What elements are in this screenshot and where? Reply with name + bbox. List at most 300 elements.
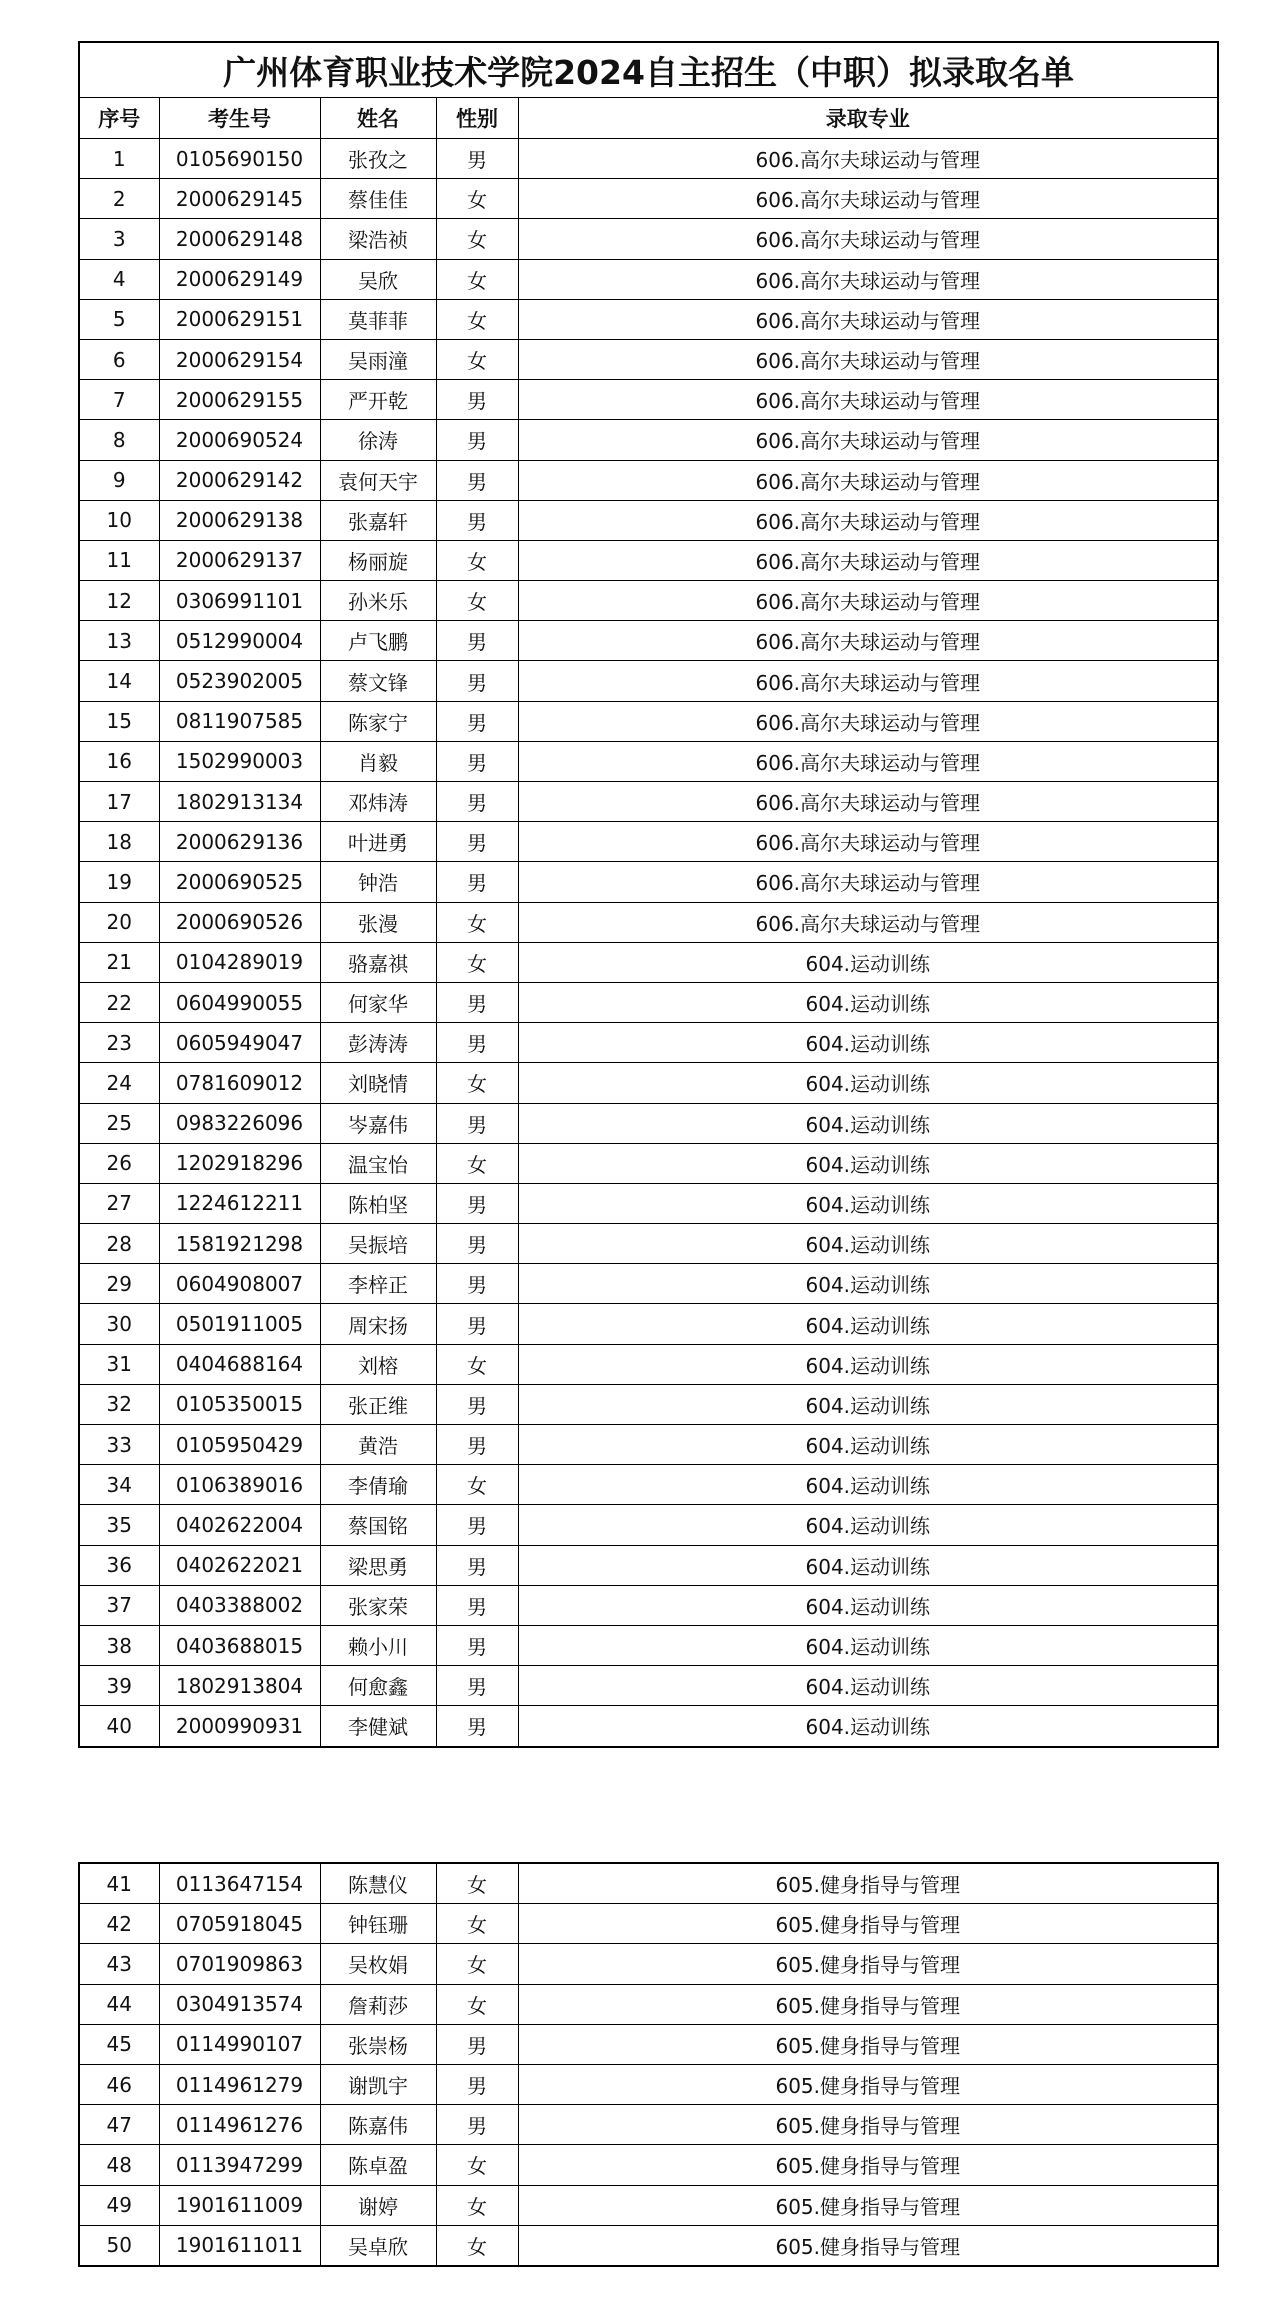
gender-cell: 女: [436, 1063, 518, 1103]
seq-cell: 1: [79, 139, 159, 179]
major-cell: 604.运动训练: [518, 1545, 1218, 1585]
major-cell: 604.运动训练: [518, 1103, 1218, 1143]
header-name: 姓名: [320, 98, 436, 139]
table-body: [79, 1863, 1218, 2266]
name-cell: 梁思勇: [320, 1545, 436, 1585]
major-cell: 606.高尔夫球运动与管理: [518, 139, 1218, 179]
major-cell: 606.高尔夫球运动与管理: [518, 581, 1218, 621]
exam-id-cell: 0306991101: [159, 581, 320, 621]
exam-id-cell: 0604990055: [159, 982, 320, 1022]
table-row: [79, 2064, 1218, 2104]
gender-cell: 女: [436, 1984, 518, 2024]
seq-cell: 16: [79, 741, 159, 781]
major-cell: 606.高尔夫球运动与管理: [518, 219, 1218, 259]
name-cell: 袁何天宇: [320, 460, 436, 500]
gender-cell: 男: [436, 1666, 518, 1706]
major-cell: 604.运动训练: [518, 1625, 1218, 1665]
seq-cell: 3: [79, 219, 159, 259]
name-cell: 岑嘉伟: [320, 1103, 436, 1143]
seq-cell: 22: [79, 982, 159, 1022]
table-row: [79, 1465, 1218, 1505]
major-cell: 606.高尔夫球运动与管理: [518, 259, 1218, 299]
gender-cell: 女: [436, 299, 518, 339]
major-cell: 604.运动训练: [518, 1143, 1218, 1183]
seq-cell: 28: [79, 1224, 159, 1264]
seq-cell: 43: [79, 1944, 159, 1984]
exam-id-cell: 0105350015: [159, 1384, 320, 1424]
gender-cell: 女: [436, 581, 518, 621]
name-cell: 李倩瑜: [320, 1465, 436, 1505]
seq-cell: 14: [79, 661, 159, 701]
table-row: [79, 2105, 1218, 2145]
major-cell: 606.高尔夫球运动与管理: [518, 179, 1218, 219]
exam-id-cell: 1502990003: [159, 741, 320, 781]
exam-id-cell: 1202918296: [159, 1143, 320, 1183]
major-cell: 605.健身指导与管理: [518, 2185, 1218, 2225]
gender-cell: 女: [436, 1465, 518, 1505]
name-cell: 邓炜涛: [320, 782, 436, 822]
gender-cell: 男: [436, 1264, 518, 1304]
exam-id-cell: 0114961276: [159, 2105, 320, 2145]
exam-id-cell: 0501911005: [159, 1304, 320, 1344]
seq-cell: 40: [79, 1706, 159, 1747]
major-cell: 604.运动训练: [518, 1224, 1218, 1264]
name-cell: 骆嘉祺: [320, 942, 436, 982]
name-cell: 吴枚娟: [320, 1944, 436, 1984]
table-row: [79, 1425, 1218, 1465]
seq-cell: 29: [79, 1264, 159, 1304]
name-cell: 梁浩祯: [320, 219, 436, 259]
name-cell: 陈柏坚: [320, 1183, 436, 1223]
exam-id-cell: 0105950429: [159, 1425, 320, 1465]
major-cell: 604.运动训练: [518, 1384, 1218, 1424]
seq-cell: 4: [79, 259, 159, 299]
name-cell: 周宋扬: [320, 1304, 436, 1344]
gender-cell: 女: [436, 1863, 518, 1904]
gender-cell: 男: [436, 2105, 518, 2145]
major-cell: 606.高尔夫球运动与管理: [518, 339, 1218, 379]
name-cell: 吴欣: [320, 259, 436, 299]
name-cell: 张正维: [320, 1384, 436, 1424]
gender-cell: 男: [436, 1183, 518, 1223]
table-row: [79, 2185, 1218, 2225]
major-cell: 605.健身指导与管理: [518, 2024, 1218, 2064]
gender-cell: 女: [436, 259, 518, 299]
exam-id-cell: 0402622021: [159, 1545, 320, 1585]
seq-cell: 19: [79, 862, 159, 902]
exam-id-cell: 0701909863: [159, 1944, 320, 1984]
exam-id-cell: 1802913134: [159, 782, 320, 822]
name-cell: 张嘉轩: [320, 500, 436, 540]
gender-cell: 女: [436, 2225, 518, 2266]
major-cell: 604.运动训练: [518, 1183, 1218, 1223]
table-row: [79, 741, 1218, 781]
name-cell: 张崇杨: [320, 2024, 436, 2064]
exam-id-cell: 0113947299: [159, 2145, 320, 2185]
seq-cell: 31: [79, 1344, 159, 1384]
exam-id-cell: 0705918045: [159, 1904, 320, 1944]
major-cell: 604.运动训练: [518, 982, 1218, 1022]
name-cell: 何家华: [320, 982, 436, 1022]
name-cell: 严开乾: [320, 380, 436, 420]
seq-cell: 32: [79, 1384, 159, 1424]
major-cell: 606.高尔夫球运动与管理: [518, 822, 1218, 862]
seq-cell: 33: [79, 1425, 159, 1465]
seq-cell: 26: [79, 1143, 159, 1183]
table-row: [79, 1944, 1218, 1984]
table-row: [79, 1183, 1218, 1223]
name-cell: 叶进勇: [320, 822, 436, 862]
exam-id-cell: 0523902005: [159, 661, 320, 701]
name-cell: 蔡文锋: [320, 661, 436, 701]
seq-cell: 10: [79, 500, 159, 540]
seq-cell: 18: [79, 822, 159, 862]
name-cell: 陈卓盈: [320, 2145, 436, 2185]
exam-id-cell: 0781609012: [159, 1063, 320, 1103]
table-row: [79, 661, 1218, 701]
gender-cell: 男: [436, 1505, 518, 1545]
gender-cell: 男: [436, 982, 518, 1022]
name-cell: 谢凯宇: [320, 2064, 436, 2104]
gender-cell: 男: [436, 701, 518, 741]
admission-table-continued: [78, 1862, 1219, 2267]
exam-id-cell: 0114990107: [159, 2024, 320, 2064]
gender-cell: 男: [436, 1545, 518, 1585]
header-gender: 性别: [436, 98, 518, 139]
name-cell: 陈嘉伟: [320, 2105, 436, 2145]
name-cell: 张家荣: [320, 1585, 436, 1625]
major-cell: 605.健身指导与管理: [518, 2225, 1218, 2266]
exam-id-cell: 2000690526: [159, 902, 320, 942]
exam-id-cell: 1224612211: [159, 1183, 320, 1223]
header-major: 录取专业: [518, 98, 1218, 139]
table-row: [79, 822, 1218, 862]
major-cell: 604.运动训练: [518, 1425, 1218, 1465]
name-cell: 吴雨潼: [320, 339, 436, 379]
major-cell: 604.运动训练: [518, 1344, 1218, 1384]
table-row: [79, 2024, 1218, 2064]
gender-cell: 男: [436, 621, 518, 661]
table-row: [79, 1984, 1218, 2024]
seq-cell: 23: [79, 1023, 159, 1063]
exam-id-cell: 0605949047: [159, 1023, 320, 1063]
major-cell: 605.健身指导与管理: [518, 1944, 1218, 1984]
seq-cell: 49: [79, 2185, 159, 2225]
table-row: [79, 1023, 1218, 1063]
major-cell: 606.高尔夫球运动与管理: [518, 661, 1218, 701]
seq-cell: 39: [79, 1666, 159, 1706]
major-cell: 606.高尔夫球运动与管理: [518, 380, 1218, 420]
seq-cell: 27: [79, 1183, 159, 1223]
name-cell: 詹莉莎: [320, 1984, 436, 2024]
gender-cell: 女: [436, 2185, 518, 2225]
major-cell: 606.高尔夫球运动与管理: [518, 460, 1218, 500]
exam-id-cell: 2000629138: [159, 500, 320, 540]
name-cell: 莫菲菲: [320, 299, 436, 339]
exam-id-cell: 0403388002: [159, 1585, 320, 1625]
table-row: [79, 1666, 1218, 1706]
name-cell: 蔡国铭: [320, 1505, 436, 1545]
table-row: [79, 2225, 1218, 2266]
table-row: [79, 299, 1218, 339]
seq-cell: 45: [79, 2024, 159, 2064]
table-row: [79, 902, 1218, 942]
table-row: [79, 581, 1218, 621]
major-cell: 605.健身指导与管理: [518, 2064, 1218, 2104]
table-row: [79, 1585, 1218, 1625]
gender-cell: 男: [436, 420, 518, 460]
table-row: [79, 500, 1218, 540]
major-cell: 606.高尔夫球运动与管理: [518, 500, 1218, 540]
gender-cell: 男: [436, 1585, 518, 1625]
major-cell: 604.运动训练: [518, 1465, 1218, 1505]
exam-id-cell: 0811907585: [159, 701, 320, 741]
exam-id-cell: 2000629137: [159, 540, 320, 580]
seq-cell: 50: [79, 2225, 159, 2266]
gender-cell: 女: [436, 1344, 518, 1384]
table-row: [79, 259, 1218, 299]
seq-cell: 11: [79, 540, 159, 580]
major-cell: 605.健身指导与管理: [518, 1984, 1218, 2024]
seq-cell: 21: [79, 942, 159, 982]
gender-cell: 男: [436, 661, 518, 701]
seq-cell: 41: [79, 1863, 159, 1904]
gender-cell: 男: [436, 500, 518, 540]
exam-id-cell: 1802913804: [159, 1666, 320, 1706]
seq-cell: 6: [79, 339, 159, 379]
major-cell: 604.运动训练: [518, 1706, 1218, 1747]
table-row: [79, 1103, 1218, 1143]
header-exam-id: 考生号: [159, 98, 320, 139]
major-cell: 606.高尔夫球运动与管理: [518, 782, 1218, 822]
name-cell: 张漫: [320, 902, 436, 942]
name-cell: 徐涛: [320, 420, 436, 460]
major-cell: 606.高尔夫球运动与管理: [518, 902, 1218, 942]
major-cell: 606.高尔夫球运动与管理: [518, 299, 1218, 339]
title-row: [79, 42, 1218, 98]
exam-id-cell: 0114961279: [159, 2064, 320, 2104]
major-cell: 606.高尔夫球运动与管理: [518, 540, 1218, 580]
exam-id-cell: 0604908007: [159, 1264, 320, 1304]
gender-cell: 女: [436, 219, 518, 259]
gender-cell: 男: [436, 2064, 518, 2104]
seq-cell: 17: [79, 782, 159, 822]
seq-cell: 34: [79, 1465, 159, 1505]
table-row: [79, 982, 1218, 1022]
exam-id-cell: 2000690525: [159, 862, 320, 902]
exam-id-cell: 1901611011: [159, 2225, 320, 2266]
gender-cell: 女: [436, 2145, 518, 2185]
name-cell: 蔡佳佳: [320, 179, 436, 219]
table-row: [79, 1304, 1218, 1344]
gender-cell: 男: [436, 822, 518, 862]
gender-cell: 男: [436, 139, 518, 179]
gender-cell: 男: [436, 380, 518, 420]
exam-id-cell: 0403688015: [159, 1625, 320, 1665]
major-cell: 605.健身指导与管理: [518, 1863, 1218, 1904]
exam-id-cell: 1581921298: [159, 1224, 320, 1264]
exam-id-cell: 0113647154: [159, 1863, 320, 1904]
name-cell: 谢婷: [320, 2185, 436, 2225]
major-cell: 604.运动训练: [518, 1023, 1218, 1063]
name-cell: 杨丽旋: [320, 540, 436, 580]
exam-id-cell: 2000629136: [159, 822, 320, 862]
seq-cell: 42: [79, 1904, 159, 1944]
table-row: [79, 782, 1218, 822]
exam-id-cell: 2000690524: [159, 420, 320, 460]
table-row: [79, 701, 1218, 741]
gender-cell: 女: [436, 179, 518, 219]
major-cell: 604.运动训练: [518, 1063, 1218, 1103]
seq-cell: 7: [79, 380, 159, 420]
name-cell: 吴振培: [320, 1224, 436, 1264]
exam-id-cell: 1901611009: [159, 2185, 320, 2225]
gender-cell: 男: [436, 1625, 518, 1665]
name-cell: 钟浩: [320, 862, 436, 902]
table-row: [79, 380, 1218, 420]
gender-cell: 女: [436, 339, 518, 379]
gender-cell: 男: [436, 1224, 518, 1264]
gender-cell: 女: [436, 942, 518, 982]
exam-id-cell: 0983226096: [159, 1103, 320, 1143]
exam-id-cell: 2000629154: [159, 339, 320, 379]
table-row: [79, 1706, 1218, 1747]
major-cell: 604.运动训练: [518, 1585, 1218, 1625]
seq-cell: 12: [79, 581, 159, 621]
major-cell: 605.健身指导与管理: [518, 2105, 1218, 2145]
name-cell: 黄浩: [320, 1425, 436, 1465]
table-row: [79, 1264, 1218, 1304]
major-cell: 605.健身指导与管理: [518, 1904, 1218, 1944]
table-row: [79, 1143, 1218, 1183]
name-cell: 陈家宁: [320, 701, 436, 741]
gender-cell: 女: [436, 902, 518, 942]
seq-cell: 46: [79, 2064, 159, 2104]
table-row: [79, 1545, 1218, 1585]
header-row: [79, 98, 1218, 139]
admission-table: [78, 41, 1219, 1748]
table-title: 广州体育职业技术学院2024自主招生（中职）拟录取名单: [79, 42, 1218, 98]
table-row: [79, 1224, 1218, 1264]
seq-cell: 35: [79, 1505, 159, 1545]
gender-cell: 男: [436, 1706, 518, 1747]
table-row: [79, 862, 1218, 902]
name-cell: 李梓正: [320, 1264, 436, 1304]
gender-cell: 男: [436, 1425, 518, 1465]
seq-cell: 44: [79, 1984, 159, 2024]
seq-cell: 9: [79, 460, 159, 500]
table-body: [79, 139, 1218, 1747]
table-row: [79, 139, 1218, 179]
gender-cell: 男: [436, 1304, 518, 1344]
name-cell: 张孜之: [320, 139, 436, 179]
seq-cell: 24: [79, 1063, 159, 1103]
gender-cell: 女: [436, 1143, 518, 1183]
table-row: [79, 2145, 1218, 2185]
major-cell: 606.高尔夫球运动与管理: [518, 862, 1218, 902]
table-row: [79, 621, 1218, 661]
table-row: [79, 1863, 1218, 1904]
major-cell: 606.高尔夫球运动与管理: [518, 420, 1218, 460]
name-cell: 温宝怡: [320, 1143, 436, 1183]
gender-cell: 女: [436, 1944, 518, 1984]
exam-id-cell: 0105690150: [159, 139, 320, 179]
exam-id-cell: 0104289019: [159, 942, 320, 982]
name-cell: 何愈鑫: [320, 1666, 436, 1706]
seq-cell: 36: [79, 1545, 159, 1585]
gender-cell: 男: [436, 1023, 518, 1063]
gender-cell: 男: [436, 741, 518, 781]
table-row: [79, 1384, 1218, 1424]
table-row: [79, 179, 1218, 219]
header-seq: 序号: [79, 98, 159, 139]
table-row: [79, 1904, 1218, 1944]
name-cell: 陈慧仪: [320, 1863, 436, 1904]
gender-cell: 男: [436, 862, 518, 902]
seq-cell: 48: [79, 2145, 159, 2185]
exam-id-cell: 2000629151: [159, 299, 320, 339]
seq-cell: 8: [79, 420, 159, 460]
gender-cell: 男: [436, 1103, 518, 1143]
seq-cell: 13: [79, 621, 159, 661]
table-row: [79, 1344, 1218, 1384]
exam-id-cell: 2000990931: [159, 1706, 320, 1747]
major-cell: 606.高尔夫球运动与管理: [518, 741, 1218, 781]
seq-cell: 20: [79, 902, 159, 942]
exam-id-cell: 0404688164: [159, 1344, 320, 1384]
major-cell: 604.运动训练: [518, 942, 1218, 982]
exam-id-cell: 0512990004: [159, 621, 320, 661]
table-row: [79, 1625, 1218, 1665]
table-row: [79, 1505, 1218, 1545]
major-cell: 604.运动训练: [518, 1264, 1218, 1304]
seq-cell: 15: [79, 701, 159, 741]
seq-cell: 38: [79, 1625, 159, 1665]
major-cell: 604.运动训练: [518, 1505, 1218, 1545]
exam-id-cell: 0106389016: [159, 1465, 320, 1505]
name-cell: 刘榕: [320, 1344, 436, 1384]
major-cell: 604.运动训练: [518, 1666, 1218, 1706]
seq-cell: 30: [79, 1304, 159, 1344]
seq-cell: 47: [79, 2105, 159, 2145]
gender-cell: 女: [436, 540, 518, 580]
name-cell: 赖小川: [320, 1625, 436, 1665]
table-row: [79, 460, 1218, 500]
name-cell: 李健斌: [320, 1706, 436, 1747]
gender-cell: 男: [436, 2024, 518, 2064]
gender-cell: 男: [436, 1384, 518, 1424]
table-row: [79, 219, 1218, 259]
name-cell: 孙米乐: [320, 581, 436, 621]
name-cell: 刘晓情: [320, 1063, 436, 1103]
gender-cell: 女: [436, 1904, 518, 1944]
gender-cell: 男: [436, 460, 518, 500]
name-cell: 吴卓欣: [320, 2225, 436, 2266]
major-cell: 604.运动训练: [518, 1304, 1218, 1344]
exam-id-cell: 0402622004: [159, 1505, 320, 1545]
name-cell: 卢飞鹏: [320, 621, 436, 661]
exam-id-cell: 2000629142: [159, 460, 320, 500]
major-cell: 605.健身指导与管理: [518, 2145, 1218, 2185]
exam-id-cell: 2000629155: [159, 380, 320, 420]
name-cell: 彭涛涛: [320, 1023, 436, 1063]
exam-id-cell: 2000629148: [159, 219, 320, 259]
table-row: [79, 420, 1218, 460]
gender-cell: 男: [436, 782, 518, 822]
name-cell: 肖毅: [320, 741, 436, 781]
exam-id-cell: 0304913574: [159, 1984, 320, 2024]
exam-id-cell: 2000629145: [159, 179, 320, 219]
